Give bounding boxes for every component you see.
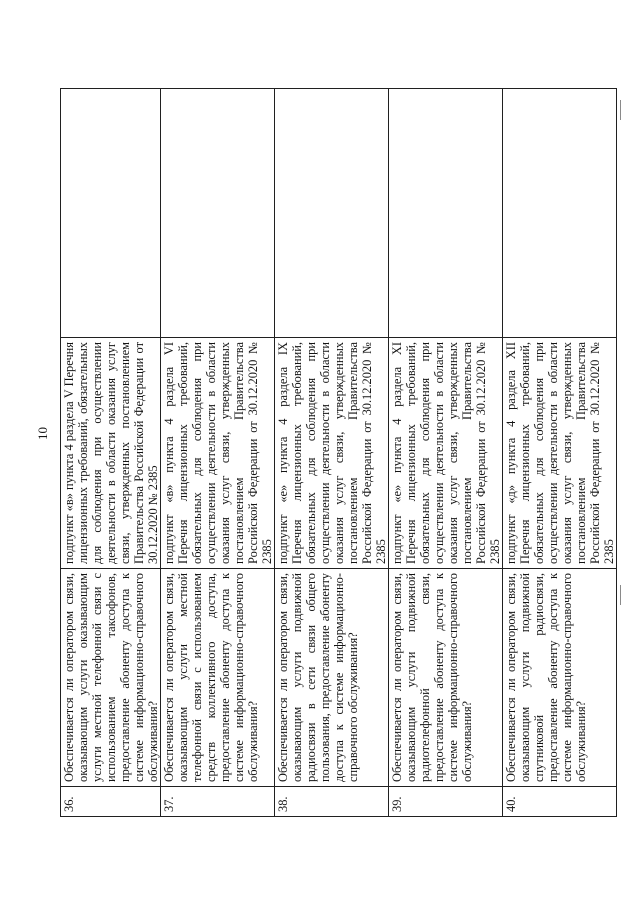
row-number: 36. <box>61 787 161 817</box>
reference-cell: подпункт «е» пункта 4 раздела IX Перечня лицензионных требований, обязательных для соблюдения при осуществлении деятельности в области оказания услуг связи, утвержденных постановлением Правительства Российской Федерации от 30.12.2020 № 2385 <box>275 338 389 569</box>
empty-cell <box>275 89 389 338</box>
reference-cell: подпункт «д» пункта 4 раздела XII Перечня лицензионных требований, обязательных для соблюдения при осуществлении деятельности в области оказания услуг связи, утвержденных постановлением Правительства Российской Федерации от 30.12.2020 № 2385 <box>503 338 617 569</box>
row-number: 40. <box>503 787 617 817</box>
table-row <box>61 89 161 817</box>
empty-cell <box>389 89 503 338</box>
row-number: 39. <box>389 787 503 817</box>
table-row <box>275 89 389 817</box>
question-cell: Обеспечивается ли оператором связи, оказывающим услуги оказывающим услуги местной телефонной связи с использованием таксофонов, предоставление абоненту доступа к системе информационно-справочного обслуживания? <box>61 569 161 787</box>
table-row <box>161 89 275 817</box>
rotated-sheet <box>60 89 616 817</box>
question-cell: Обеспечивается ли оператором связи, оказывающим услуги подвижной спутниковой радиосвязи, предоставление абоненту доступа к системе информационно-справочного обслуживания? <box>503 569 617 787</box>
question-cell: Обеспечивается ли оператором связи, оказывающим услуги подвижной радиотелефонной связи, предоставление абоненту доступа к системе информационно-справочного обслуживания? <box>389 569 503 787</box>
page-number: 10 <box>35 427 50 440</box>
question-cell: Обеспечивается ли оператором связи, оказывающим услуги местной телефонной связи с использованием средств коллективного доступа, предоставление абоненту доступа к системе информационно-справочного обслуживания? <box>161 569 275 787</box>
row-number: 37. <box>161 787 275 817</box>
table-row <box>503 89 617 817</box>
question-cell: Обеспечивается ли оператором связи, оказывающим услуги подвижной радиосвязи в сети связи общего пользования, предоставление абоненту доступа к системе информационно-справочного обслуживания? <box>275 569 389 787</box>
checklist-table <box>60 88 617 817</box>
empty-cell <box>503 89 617 338</box>
reference-cell: подпункт «в» пункта 4 раздела V Перечня лицензионных требований, обязательных для соблюдения при осуществлении деятельности в области оказания услуг связи, утвержденных постановлением Правительства Российской Федерации от 30.12.2020 № 2385 <box>61 338 161 569</box>
empty-cell <box>161 89 275 338</box>
row-number: 38. <box>275 787 389 817</box>
reference-cell: подпункт «в» пункта 4 раздела VI Перечня лицензионных требований, обязательных для соблюдения при осуществлении деятельности в области оказания услуг связи, утвержденных постановлением Правительства Российской Федерации от 30.12.2020 № 2385 <box>161 338 275 569</box>
reference-cell: подпункт «е» пункта 4 раздела XI Перечня лицензионных требований, обязательных для соблюдения при осуществлении деятельности в области оказания услуг связи, утвержденных постановлением Правительства Российской Федерации от 30.12.2020 № 2385 <box>389 338 503 569</box>
empty-cell <box>61 89 161 338</box>
table-row <box>389 89 503 817</box>
